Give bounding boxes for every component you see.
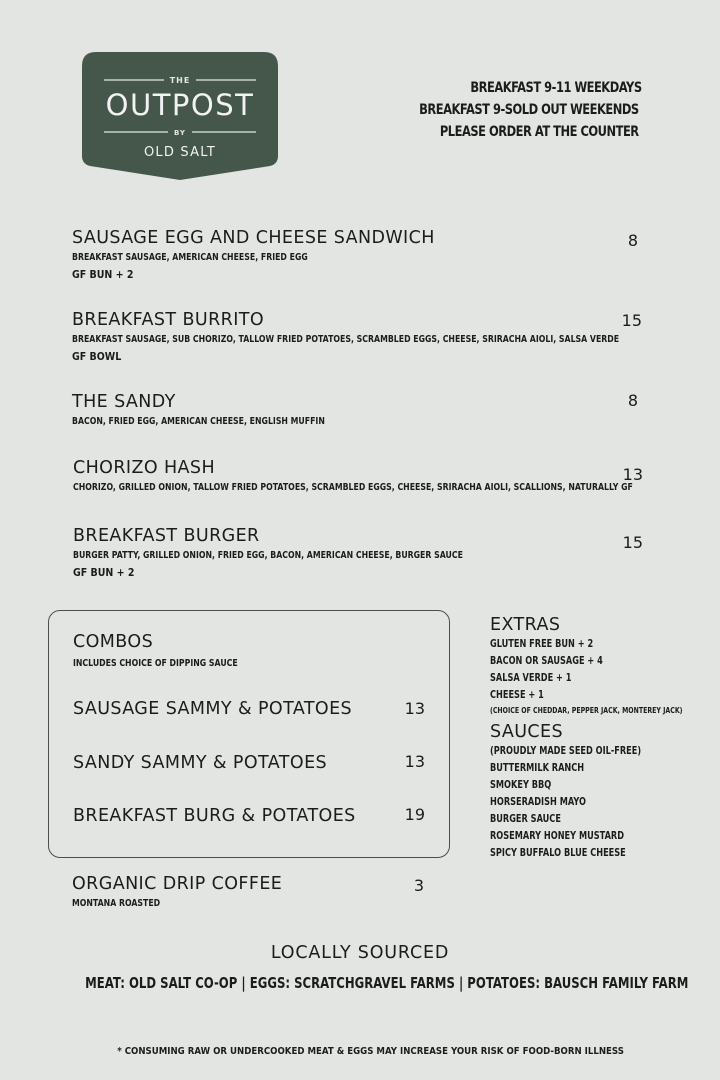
extra-line: SALSA VERDE + 1 <box>490 672 572 684</box>
sauce-line: BUTTERMILK RANCH <box>490 762 585 774</box>
menu-item <box>72 391 652 430</box>
coffee-description: MONTANA ROASTED <box>72 898 161 909</box>
item-description: BACON, FRIED EGG, AMERICAN CHEESE, ENGLISH MUFFIN <box>72 416 325 427</box>
sources-line <box>0 974 720 993</box>
locally-sourced-title: LOCALLY SOURCED <box>270 943 450 963</box>
combo-price: 13 <box>404 699 425 718</box>
coffee-price: 3 <box>413 876 424 895</box>
item-description: CHORIZO, GRILLED ONION, TALLOW FRIED POTATOES, SCRAMBLED EGGS, CHEESE, SRIRACHA AIOLI, SCALLIONS, NATURALLY GF <box>73 482 633 493</box>
menu-item <box>72 227 652 283</box>
sauce-line: ROSEMARY HONEY MUSTARD <box>490 830 625 842</box>
combo-name: SANDY SAMMY & POTATOES <box>73 753 328 773</box>
logo-name: OUTPOST <box>105 88 255 122</box>
sauces-title: SAUCES <box>490 722 563 742</box>
combos-subtitle: INCLUDES CHOICE OF DIPPING SAUCE <box>73 658 238 669</box>
item-name: CHORIZO HASH <box>73 458 215 478</box>
item-name: BREAKFAST BURRITO <box>72 310 265 330</box>
disclaimer-text: * CONSUMING RAW OR UNDERCOOKED MEAT & EGGS MAY INCREASE YOUR RISK OF FOOD-BORN ILLNESS <box>117 1046 625 1057</box>
item-option: GF BUN + 2 <box>72 268 134 281</box>
combos-box <box>48 610 450 858</box>
item-description: BREAKFAST SAUSAGE, AMERICAN CHEESE, FRIED EGG <box>72 252 308 263</box>
item-description: BREAKFAST SAUSAGE, SUB CHORIZO, TALLOW FRIED POTATOES, SCRAMBLED EGGS, CHEESE, SRIRACHA AIOLI, SALSA VERDE <box>72 334 620 345</box>
coffee-item <box>72 874 282 914</box>
extra-line: GLUTEN FREE BUN + 2 <box>490 638 594 650</box>
combos-title: COMBOS <box>73 632 154 652</box>
item-price: 8 <box>627 231 638 250</box>
menu-item <box>73 457 653 496</box>
order-instructions: PLEASE ORDER AT THE COUNTER <box>440 124 639 140</box>
item-price: 8 <box>627 391 638 410</box>
item-description: BURGER PATTY, GRILLED ONION, FRIED EGG, BACON, AMERICAN CHEESE, BURGER SAUCE <box>73 550 463 561</box>
hours-block <box>371 77 642 143</box>
sauce-line: SMOKEY BBQ <box>490 779 552 791</box>
outpost-logo <box>82 52 278 180</box>
item-name: THE SANDY <box>72 392 176 412</box>
item-option: GF BOWL <box>72 350 122 363</box>
menu-item <box>73 525 653 581</box>
extra-line: CHEESE + 1 <box>490 689 544 701</box>
combo-price: 13 <box>404 752 425 771</box>
item-price: 13 <box>622 465 643 484</box>
sauce-line: (PROUDLY MADE SEED OIL-FREE) <box>490 745 642 757</box>
coffee-name: ORGANIC DRIP COFFEE <box>72 874 283 894</box>
disclaimer <box>0 1046 720 1057</box>
combo-name: BREAKFAST BURG & POTATOES <box>73 806 356 826</box>
sauce-line: SPICY BUFFALO BLUE CHEESE <box>490 847 626 859</box>
cheese-note: (CHOICE OF CHEDDAR, PEPPER JACK, MONTEREY JACK) <box>490 706 683 715</box>
hours-weekdays: BREAKFAST 9-11 WEEKDAYS <box>470 80 642 96</box>
sauce-line: HORSERADISH MAYO <box>490 796 587 808</box>
sauce-line: BURGER SAUCE <box>490 813 561 825</box>
item-price: 15 <box>621 311 642 330</box>
item-name: BREAKFAST BURGER <box>73 526 260 546</box>
extras-sauces-column <box>490 614 690 862</box>
combo-price: 19 <box>404 805 425 824</box>
hours-weekends: BREAKFAST 9-SOLD OUT WEEKENDS <box>419 102 639 118</box>
extras-title: EXTRAS <box>490 615 561 635</box>
logo-by: BY <box>173 129 187 137</box>
combo-name: SAUSAGE SAMMY & POTATOES <box>73 699 353 719</box>
logo-the: THE <box>169 76 191 85</box>
item-price: 15 <box>622 533 643 552</box>
extra-line: BACON OR SAUSAGE + 4 <box>490 655 603 667</box>
item-option: GF BUN + 2 <box>73 566 135 579</box>
sources-text: MEAT: OLD SALT CO-OP | EGGS: SCRATCHGRAVEL FARMS | POTATOES: BAUSCH FAMILY FARM <box>85 974 689 992</box>
item-name: SAUSAGE EGG AND CHEESE SANDWICH <box>72 228 435 248</box>
logo-sub: OLD SALT <box>144 145 216 160</box>
menu-item <box>72 309 652 365</box>
